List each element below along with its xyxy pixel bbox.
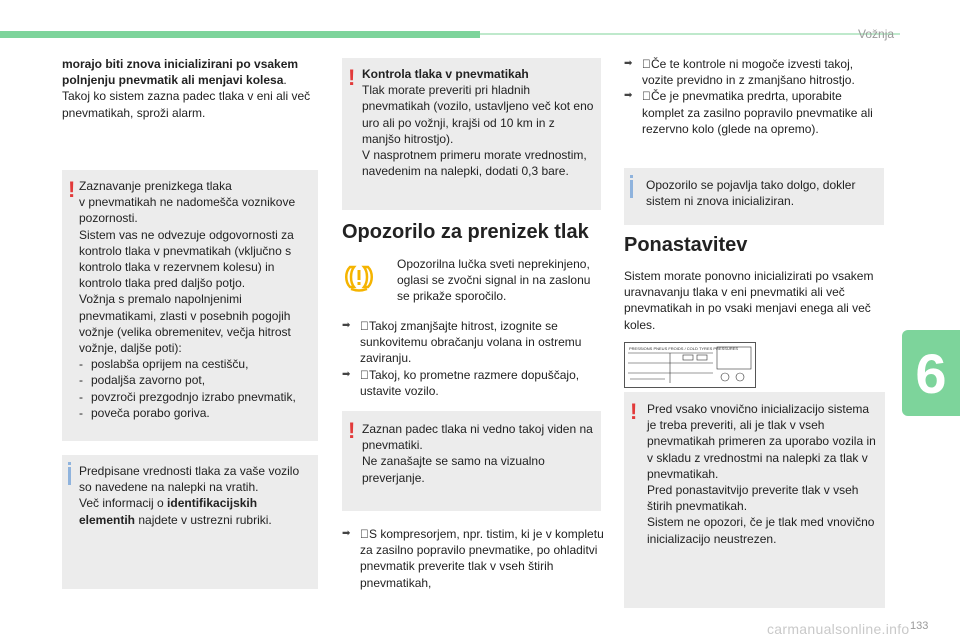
heading-reset: Ponastavitev — [624, 234, 748, 256]
warn-line-1: Zaznavanje prenizkega tlaka — [79, 179, 232, 193]
tyre-pressure-label-image — [624, 342, 756, 388]
warning-box-low-pressure — [62, 170, 318, 441]
warn-title: Kontrola tlaka v pnevmatikah — [362, 67, 529, 81]
list-item: ➡ Takoj, ko prometne razmere dopuščajo, ustavite vozilo. — [342, 367, 580, 398]
list-item: - poveča porabo goriva. — [79, 405, 210, 420]
warning-box-pressure-check — [342, 58, 601, 210]
tpms-description: Opozorilna lučka sveti neprekinjeno, oglasi se zvočni signal in na zaslonu se prikaže sporočilo. — [397, 257, 591, 304]
warning-icon: ! — [348, 65, 356, 90]
intro-bold: morajo biti znova inicializirani po vsakem polnjenju pnevmatik ali menjavi kolesa — [62, 57, 299, 88]
warn-text-1: Tlak morate preveriti pri hladnih pnevmatikah (vozilo, ustavljeno več kot eno uro ali po vožnji, krajši od 10 km in z manjšo hitrostjo). — [362, 83, 594, 146]
page-number: 133 — [910, 620, 929, 632]
followup-list — [624, 56, 886, 137]
info-line-2-post: najdete v ustrezni rubriki. — [135, 512, 272, 527]
action-list — [342, 318, 604, 399]
heading-low-pressure-warning: Opozorilo za prenizek tlak — [342, 221, 589, 243]
chapter-tab: 6 — [902, 330, 960, 416]
list-item: - poslabša oprijem na cestišču, — [79, 357, 249, 372]
warn3-text-2: Pred ponastavitvijo preverite tlak v vseh štirih pnevmatikah. — [647, 483, 859, 514]
list-item: ➡ S kompresorjem, npr. tistim, ki je v kompletu za zasilno popravilo pnevmatike, po ohladitvi pnevmatik preverite tlak v vseh štirih pnevmatikah, — [342, 527, 604, 590]
warning-box-before-reset — [624, 392, 885, 608]
warning-icon: ! — [348, 418, 356, 443]
list-item: ➡ Takoj zmanjšajte hitrost, izognite se sunkovitemu obračanju volana in ostremu zaviranju. — [342, 319, 582, 366]
intro-end: . — [283, 73, 287, 88]
warn-line-3: Sistem vas ne odvezuje odgovornosti za kontrolo tlaka v pnevmatikah (vključno s kontrolo tlaka v rezervnem kolesu) in kontrolo tlaka pred daljšo potjo. — [79, 227, 294, 291]
compressor-list — [342, 526, 604, 591]
warn2-text-1: Zaznan padec tlaka ni vedno takoj viden na pnevmatiki. — [362, 422, 593, 453]
info-text: Opozorilo se pojavlja tako dolgo, dokler sistem ni znova inicializiran. — [646, 178, 856, 209]
intro-rest: Takoj ko sistem zazna padec tlaka v eni ali več pnevmatikah, sproži alarm. — [62, 89, 311, 120]
label-caption: PRESSIONS PNEUS FROIDS / COLD TYRES PRESSURES — [629, 346, 739, 351]
warning-icon: ! — [68, 177, 76, 202]
tpms-warning-icon — [342, 261, 376, 293]
list-item: ➡ Če je pnevmatika predrta, uporabite komplet za zasilno popravilo pnevmatike ali rezervno kolo (glede na opremo). — [624, 89, 873, 136]
warn-text-2: V nasprotnem primeru morate vrednostim, navedenim na nalepki, dodati 0,3 bare. — [362, 148, 587, 179]
identification-link-text: identifikacijskih elementih — [79, 496, 258, 527]
warn-line-2: v pnevmatikah ne nadomešča voznikove pozornosti. — [79, 195, 296, 226]
reset-paragraph: Sistem morate ponovno inicializirati po vsakem uravnavanju tlaka v eni pnevmatiki ali več pnevmatikah in po vsaki menjavi enega ali več koles. — [624, 269, 874, 332]
list-item: ➡ Če te kontrole ni mogoče izvesti takoj, vozite previdno in z zmanjšano hitrostjo. — [624, 57, 855, 88]
info-icon — [630, 180, 633, 198]
intro-paragraph — [62, 56, 317, 121]
header-accent-bar — [0, 31, 480, 38]
info-line-2-pre: Več informacij o — [79, 496, 168, 511]
header-rule — [480, 33, 900, 35]
info-box-pressure-values — [62, 455, 318, 589]
warn3-text-3: Sistem ne opozori, če je tlak med vnovično inicializacijo neustrezen. — [647, 515, 875, 546]
warn-line-4: Vožnja s premalo napolnjenimi pnevmatikami, zlasti v posebnih pogojih vožnje (velika obremenitev, večja hitrost vožnje, daljše poti): — [79, 292, 291, 356]
info-icon — [68, 467, 71, 485]
consequences-list — [79, 356, 311, 421]
warning-icon: ! — [630, 399, 638, 424]
list-item: - povzroči prezgodnjo izrabo pnevmatik, — [79, 389, 296, 404]
warn3-text-1: Pred vsako vnovično inicializacijo sistema je treba preveriti, ali je tlak v vseh pnevmatikah primeren za uporabo vozila in v skladu z vrednostmi na nalepki za tlak v pnevmatikah. — [647, 402, 876, 481]
section-title: Vožnja — [858, 27, 895, 41]
tyre-label-illustration — [625, 343, 755, 387]
list-item: - podaljša zavorno pot, — [79, 373, 206, 388]
watermark: carmanualsonline.info — [767, 621, 910, 637]
info-box-warning-duration — [624, 168, 884, 225]
warning-box-visual-check — [342, 411, 601, 511]
info-line-1: Predpisane vrednosti tlaka za vaše vozilo so navedene na nalepki na vratih. — [79, 464, 300, 495]
warn2-text-2: Ne zanašajte se samo na vizualno preverjanje. — [362, 454, 545, 485]
